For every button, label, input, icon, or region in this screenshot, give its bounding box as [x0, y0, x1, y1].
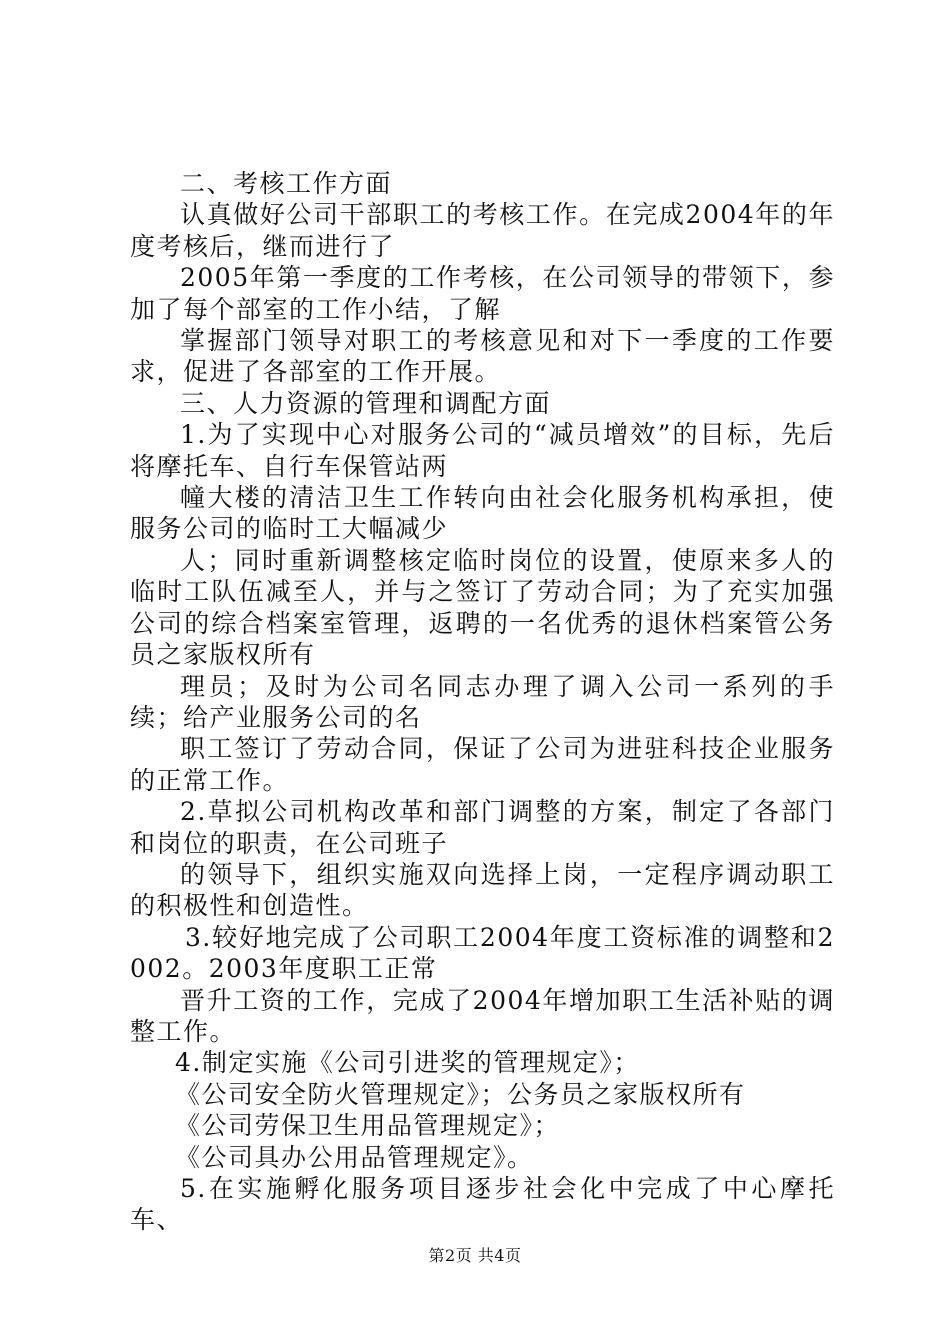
page-number-footer: 第2页 共4页: [428, 1246, 522, 1265]
paragraph: 1.为了实现中心对服务公司的“减员增效”的目标，先后将摩托车、自行车保管站两: [130, 420, 835, 481]
section-heading-assessment: 二、考核工作方面: [180, 169, 393, 198]
paragraph: 2005年第一季度的工作考核，在公司领导的带领下，参加了每个部室的工作小结，了解: [130, 263, 835, 324]
list-item: 4.制定实施《公司引进奖的管理规定》；: [175, 1048, 640, 1078]
paragraph: 认真做好公司干部职工的考核工作。在完成2004年的年度考核后，继而进行了: [130, 200, 836, 261]
list-item: 《公司劳保卫生用品管理规定》；: [175, 1111, 561, 1141]
paragraph: 掌握部门领导对职工的考核意见和对下一季度的工作要求，促进了各部室的工作开展。: [130, 326, 835, 387]
list-item: 《公司安全防火管理规定》；公务员之家版权所有: [175, 1079, 746, 1109]
document-body: [130, 168, 835, 1236]
paragraph: 职工签订了劳动合同，保证了公司为进驻科技企业服务的正常工作。: [130, 734, 835, 795]
section-heading-hr: 三、人力资源的管理和调配方面: [180, 388, 552, 418]
paragraph: 理员；及时为公司名同志办理了调入公司一系列的手续；给产业服务公司的名: [130, 671, 835, 732]
paragraph: 人；同时重新调整核定临时岗位的设置，使原来多人的临时工队伍减至人，并与之签订了劳动合同；为了充实加强公司的综合档案室管理，返聘的一名优秀的退休档案管公务员之家版权所有: [130, 545, 835, 670]
paragraph: 幢大楼的清洁卫生工作转向由社会化服务机构承担，使服务公司的临时工大幅减少: [130, 483, 835, 544]
paragraph: 5.在实施孵化服务项目逐步社会化中完成了中心摩托车、: [130, 1174, 835, 1235]
list-item: 《公司具办公用品管理规定》。: [175, 1142, 534, 1172]
paragraph: 3.较好地完成了公司职工2004年度工资标准的调整和2002。2003年度职工正常: [130, 922, 835, 984]
paragraph: 2.草拟公司机构改革和部门调整的方案，制定了各部门和岗位的职责，在公司班子: [130, 797, 835, 858]
paragraph: 晋升工资的工作，完成了2004年增加职工生活补贴的调整工作。: [130, 985, 835, 1046]
paragraph: 的领导下，组织实施双向选择上岗，一定程序调动职工的积极性和创造性。: [130, 859, 835, 921]
